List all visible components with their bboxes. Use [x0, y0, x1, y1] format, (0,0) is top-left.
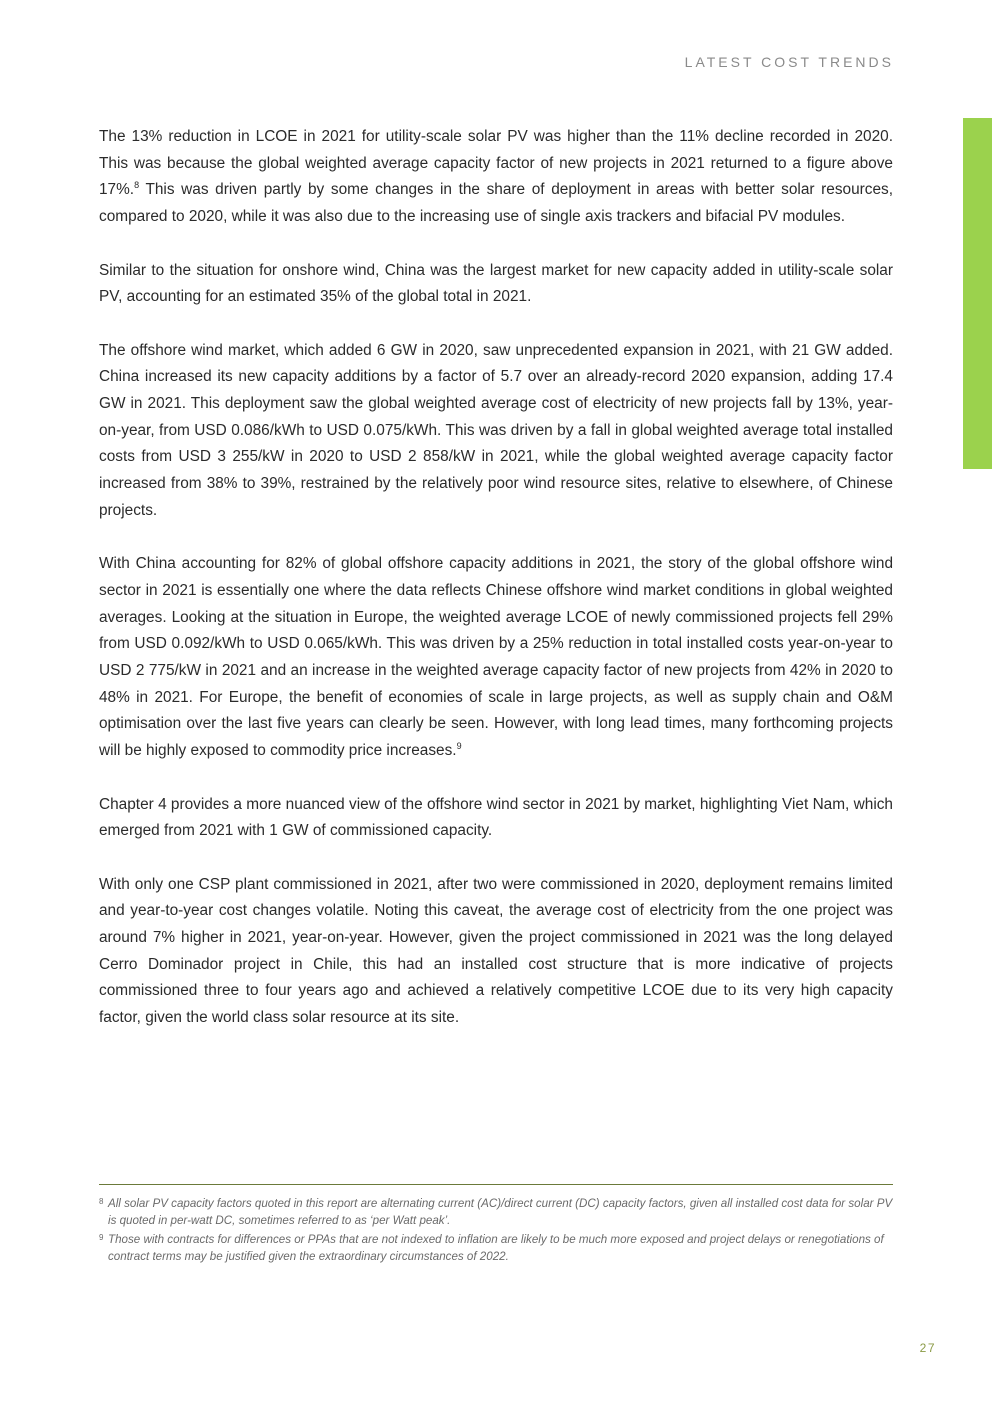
footnote-text: All solar PV capacity factors quoted in this report are alternating current (AC)/direct current (DC) capacity factors, given all installed cost data for solar PV is quoted in per-watt DC, sometimes referred to as ‘per Watt peak’. [108, 1197, 893, 1227]
paragraph-text: The 13% reduction in LCOE in 2021 for utility-scale solar PV was higher than the 11% decline recorded in 2020. This was because the global weighted average capacity factor of new projects in 2021 returned to a figure above 17%. [99, 128, 893, 199]
footnote-8 [99, 1195, 893, 1229]
paragraph-solar-pv-lcoe [99, 124, 893, 231]
paragraph-chapter-4: Chapter 4 provides a more nuanced view of the offshore wind sector in 2021 by market, highlighting Viet Nam, which emerged from 2021 with 1 GW of commissioned capacity. [99, 795, 893, 840]
body-text [99, 124, 893, 1032]
page-number: 27 [919, 1341, 936, 1355]
running-header: LATEST COST TRENDS [684, 54, 894, 70]
footnote-ref-8[interactable]: 8 [134, 180, 140, 191]
paragraph-china-solar-market: Similar to the situation for onshore wind, China was the largest market for new capacity added in utility-scale solar PV, accounting for an estimated 35% of the global total in 2021. [99, 261, 893, 306]
paragraph-csp: With only one CSP plant commissioned in 2021, after two were commissioned in 2020, deployment remains limited and year-to-year cost changes volatile. Noting this caveat, the average cost of electricity from the one project was around 7% higher in 2021, year-on-year. However, given the project commissioned in 2021 was the long delayed Cerro Dominador project in Chile, this had an installed cost structure that is more indicative of projects commissioned three to four years ago and achieved a relatively competitive LCOE due to its very high capacity factor, given the world class solar resource at its site. [99, 875, 893, 1027]
footnote-ref-9[interactable]: 9 [456, 741, 462, 751]
paragraph-text: This was driven partly by some changes in the share of deployment in areas with better solar resources, compared to 2020, while it was also due to the increasing use of single axis trackers and bifacial PV modules. [99, 181, 893, 226]
footnote-mark: 8 [99, 1197, 104, 1206]
paragraph-text: With China accounting for 82% of global offshore capacity additions in 2021, the story of the global offshore wind sector in 2021 is essentially one where the data reflects Chinese offshore wind market conditions in global weighted averages. Looking at the situation in Europe, the weighted average LCOE of newly commissioned projects fell 29% from USD 0.092/kWh to USD 0.065/kWh. This was driven by a 25% reduction in total installed costs year-on-year to USD 2 775/kW in 2021 and an increase in the weighted average capacity factor of new projects from 42% in 2020 to 48% in 2021. For Europe, the benefit of economies of scale in large projects, as well as supply chain and O&M optimisation over the last five years can clearly be seen. However, with long lead times, many forthcoming projects will be highly exposed to commodity price increases. [99, 555, 893, 760]
paragraph-offshore-europe [99, 551, 893, 765]
footnote-text: Those with contracts for differences or PPAs that are not indexed to inflation are likely to be much more exposed and project delays or renegotiations of contract terms may be justified given the extraordinary circumstances of 2022. [108, 1233, 884, 1263]
paragraph-offshore-wind-market: The offshore wind market, which added 6 GW in 2020, saw unprecedented expansion in 2021, with 21 GW added. China increased its new capacity additions by a factor of 5.7 over an already-record 2020 expansion, adding 17.4 GW in 2021. This deployment saw the global weighted average cost of electricity of new projects fall by 13%, year-on-year, from USD 0.086/kWh to USD 0.075/kWh. This was driven by a fall in global weighted average total installed costs from USD 3 255/kW in 2020 to USD 2 858/kW in 2021, while the global weighted average capacity factor increased from 38% to 39%, restrained by the relatively poor wind resource sites, relative to elsewhere, of Chinese projects. [99, 341, 893, 519]
footnotes [99, 1195, 893, 1267]
section-side-tab [963, 118, 992, 469]
footnote-divider [99, 1184, 893, 1185]
footnote-mark: 9 [99, 1233, 104, 1242]
footnote-9 [99, 1231, 893, 1265]
